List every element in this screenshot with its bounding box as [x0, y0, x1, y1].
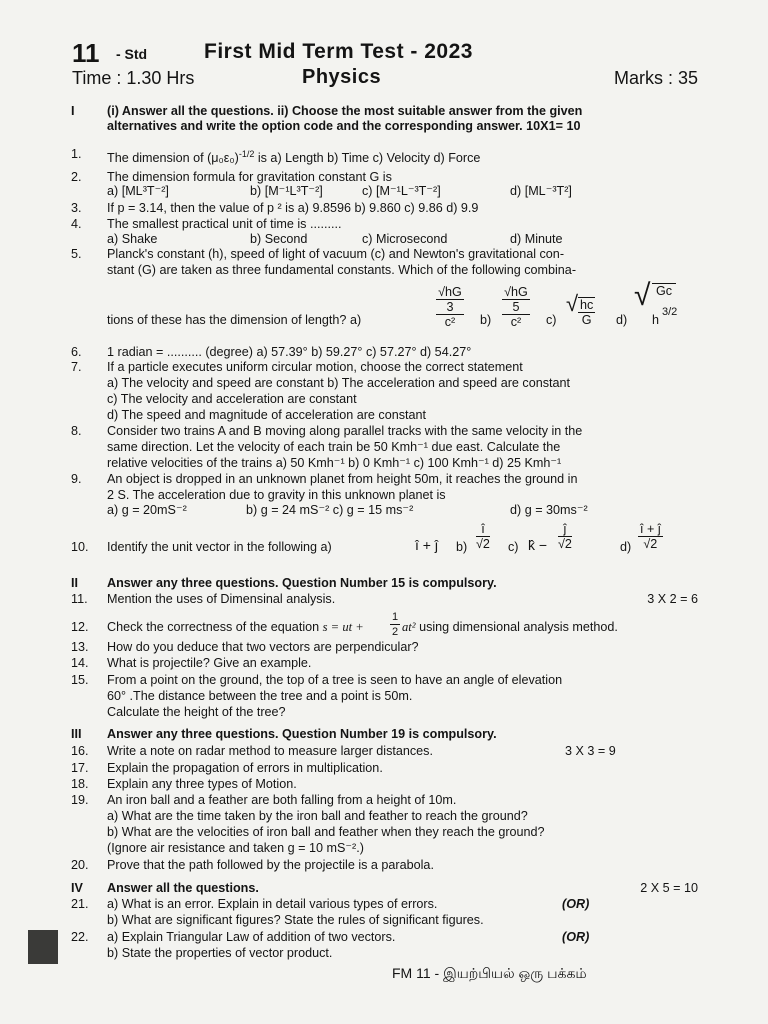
question-number: 16.	[71, 744, 89, 758]
question-text-line-1: Planck's constant (h), speed of light of vacuum (c) and Newton's gravitational con-	[107, 247, 565, 261]
option-c-label: c)	[508, 540, 519, 554]
option-d-label: d)	[620, 540, 632, 554]
standard-label: - Std	[116, 46, 148, 62]
option-d-h: h	[652, 313, 660, 327]
section-number: I	[71, 104, 75, 118]
question-number: 5.	[71, 247, 82, 261]
equation-tail: at²	[402, 620, 416, 634]
question-text: The smallest practical unit of time is .........	[107, 217, 342, 231]
option-d: d) g = 30ms⁻²	[510, 503, 588, 517]
option-d-exponent: 3/2	[662, 306, 678, 318]
question-number: 3.	[71, 201, 82, 215]
question-number: 9.	[71, 472, 82, 486]
question-5-options	[0, 279, 768, 345]
sqrt-icon: √	[566, 291, 579, 316]
section-instruction: Answer any three questions. Question Number 19 is compulsory.	[107, 727, 497, 741]
question-number: 19.	[71, 793, 89, 807]
question-number: 2.	[71, 170, 82, 184]
option-b-label: b)	[456, 540, 468, 554]
question-text: Identify the unit vector in the following a)	[107, 540, 332, 554]
section-instruction: alternatives and write the option code and the corresponding answer. 10X1= 10	[107, 119, 581, 133]
question-text: Explain the propagation of errors in multiplication.	[107, 761, 383, 775]
option-b: b) [M⁻¹L³T⁻²]	[250, 184, 323, 198]
question-text: The dimension of	[107, 151, 208, 166]
question-text: If p = 3.14, then the value of p ² is a) 9.8596 b) 9.860 c) 9.86 d) 9.9	[107, 201, 479, 215]
option-b-label: b)	[480, 313, 492, 327]
option-a: a) g = 20mS⁻²	[107, 503, 187, 517]
question-number: 7.	[71, 360, 82, 374]
option-c: c) [M⁻¹L⁻³T⁻²]	[362, 184, 441, 198]
question-text: The dimension formula for gravitation constant G is	[107, 170, 392, 184]
header-line-2	[72, 66, 698, 92]
question-text-line-2: stant (G) are taken as three fundamental constants. Which of the following combina-	[107, 263, 577, 277]
section-instruction: Answer all the questions.	[107, 881, 259, 895]
question-text: Prove that the path followed by the projectile is a parabola.	[107, 858, 434, 872]
option-c: c) Microsecond	[362, 232, 448, 246]
section-number: IV	[71, 881, 83, 895]
question-number: 1.	[71, 147, 82, 161]
equation: s = ut +	[322, 620, 364, 634]
option-b-fraction: √hG 5 c²	[502, 285, 530, 329]
question-text: Explain any three types of Motion.	[107, 777, 297, 791]
question-text: Mention the uses of Dimensinal analysis.	[107, 592, 336, 606]
question-text-line-3: tions of these has the dimension of length? a)	[107, 313, 362, 327]
question-number: 13.	[71, 640, 89, 654]
section-marks: 2 X 5 = 10	[640, 881, 698, 895]
question-12	[0, 610, 768, 640]
option-d-label: d)	[616, 313, 628, 327]
option-d-numerator: Gc	[652, 283, 676, 298]
section-marks: 3 X 2 = 6	[647, 592, 698, 606]
question-number: 4.	[71, 217, 82, 231]
section-number: III	[71, 727, 82, 741]
option-d-fraction: î + ĵ √2	[640, 522, 661, 551]
question-number: 11.	[71, 592, 88, 606]
question-10	[0, 522, 768, 566]
option-a: î + ĵ	[415, 537, 438, 553]
sqrt-icon: √	[634, 279, 651, 312]
option-a: a) Shake	[107, 232, 158, 246]
option-a: a) [ML³T⁻²]	[107, 184, 169, 198]
section-instruction: (i) Answer all the questions. ii) Choose the most suitable answer from the given	[107, 104, 583, 118]
question-number: 8.	[71, 424, 82, 438]
exponent: -1/2	[238, 149, 255, 159]
question-number: 14.	[71, 656, 89, 670]
option-d: d) [ML⁻³T²]	[510, 184, 572, 198]
expression: (μ₀ε₀)	[207, 151, 239, 166]
option-d: d) Minute	[510, 232, 563, 246]
header-line-1	[72, 38, 698, 68]
question-text: How do you deduce that two vectors are perpendicular?	[107, 640, 419, 654]
question-number: 15.	[71, 673, 89, 687]
option-c-label: c)	[546, 313, 557, 327]
question-number: 18.	[71, 777, 89, 791]
option-c-fraction: hc G	[580, 298, 594, 327]
question-number: 17.	[71, 761, 89, 775]
or-label: (OR)	[562, 930, 590, 944]
question-number: 22.	[71, 930, 89, 944]
question-text-tail: using dimensional analysis method.	[415, 620, 618, 634]
question-number: 10.	[71, 540, 89, 554]
total-marks: Marks : 35	[613, 68, 698, 88]
options: is a) Length b) Time c) Velocity d) Force	[254, 151, 481, 166]
question-number: 12.	[71, 620, 89, 634]
section-number: II	[71, 576, 78, 590]
option-bc: b) g = 24 mS⁻² c) g = 15 ms⁻²	[246, 503, 414, 517]
subject-title: Physics	[302, 66, 382, 88]
time-duration: Time : 1.30 Hrs	[72, 68, 195, 88]
question-text: If a particle executes uniform circular motion, choose the correct statement	[107, 360, 523, 374]
footer-text: FM 11 - இயற்பியல் ஒரு பக்கம்	[392, 965, 587, 981]
question-text: What is projectile? Give an example.	[107, 656, 312, 670]
option-a-fraction: √hG 3 c²	[436, 285, 464, 329]
question-number: 6.	[71, 345, 82, 359]
section-marks: 3 X 3 = 9	[565, 744, 616, 758]
exam-paper: 11 - Std First Mid Term Test - 2023 Time : 1.30 Hrs Physics Marks : 35 I (i) Answer all the questions. ii) Choose the most suitable answer from the given alternatives and write the option code and the corresponding answer. 10X1= 10 1. The dimension of $(\mu_0\varepsilon_0)^{-1/2}$ is a) Length b) Time c) Velocity d) Force 2. The dimension formula for gravitation constant G is a) [ML³T⁻²] b) [M⁻¹L³T⁻²] c) [M⁻¹L⁻³T⁻²] d) [ML⁻³T²] 3. If p = 3.14, then the value of p ² is a) 9.8596 b) 9.860 c) 9.86 d) 9.9 4. The smallest practical unit of time is ......... a) Shake b) Second c) Microsecond d) Minute 5. Planck's constant (h), speed of light of vacuum (c) and Newton's gravitational con- stant (G) are taken as three fundamental constants. Which of the following combina- tions of these has the dimension of length? a) √hG 3 c² b) √hG 5 c² c) √ hc G d) √ Gc h 3/2 6. 1 radian = .......... (degree) a) 57.39° b) 59.27° c) 57.27° d) 54.27° 7. If a particle executes uniform circular motion, choose the correct statement a) The velocity and speed are constant b) The acceleration and speed are constant c) The velocity and acceleration are constant d) The speed and magnitude of acceleration are constant 8. Consider two trains A and B moving along parallel tracks with the same velocity in the same direction. Let the velocity of each train be 50 Kmh⁻¹ due east. Calculate the relative velocities of the trains a) 50 Kmh⁻¹ b) 0 Kmh⁻¹ c) 100 Kmh⁻¹ d) 25 Kmh⁻¹ 9. An object is dropped in an unknown planet from height 50m, it reaches the ground in 2 S. The acceleration due to gravity in this unknown planet is a) g = 20mS⁻² b) g = 24 mS⁻² c) g = 15 ms⁻² d) g = 30ms⁻² 10. Identify the unit vector in the following a) î + ĵ b) î √2 c) k̂ − ĵ √2 d) î + ĵ √2 II Answer any three questions. Question Number 15 is compulsory. 11. Mention the uses of Dimensinal analysis. 3 X 2 = 6 12. Check the correctness of the equation s = ut + 1 2 at² using dimensional analysis method. 13. How do you deduce that two vectors are perpendicular? 14. What is projectile? Give an example. 15. From a point on the ground, the top of a tree is seen to have an angle of elevation 60° .The distance between the tree and a point is 50m. Calculate the height of the tree? III Answer any three questions. Question Number 19 is compulsory. 16. Write a note on radar method to measure larger distances. 3 X 3 = 9 17. Explain the propagation of errors in multiplication. 18. Explain any three types of Motion. 19. An iron ball and a feather are both falling from a height of 10m. a) What are the time taken by the iron ball and feather to reach the ground? b) What are the velocities of iron ball and feather when they reach the ground? (Ignore air resistance and taken g = 10 mS⁻².) 20. Prove that the path followed by the projectile is a parabola. IV Answer all the questions. 2 X 5 = 10 21. a) What is an error. Explain in detail various types of errors. (OR) b) What are significant figures? State the rules of significant figures. 22. a) Explain Triangular Law of addition of two vectors. (OR) b) State the properties of vector product. FM 11 - இயற்பியல் ஒரு பக்கம்	[0, 0, 768, 1024]
standard-number: 11	[72, 38, 100, 68]
or-label: (OR)	[562, 897, 590, 911]
question-number: 20.	[71, 858, 89, 872]
scan-mark	[28, 930, 58, 964]
section-instruction: Answer any three questions. Question Number 15 is compulsory.	[107, 576, 497, 590]
question-text: Check the correctness of the equation s = ut +	[107, 620, 364, 634]
option-b-fraction: î √2	[476, 522, 490, 551]
question-number: 21.	[71, 897, 89, 911]
option-c-prefix: k̂ −	[528, 537, 548, 553]
option-b: b) Second	[250, 232, 308, 246]
option-c-fraction: ĵ √2	[558, 522, 572, 551]
equation-fraction: 1 2	[392, 611, 399, 638]
question-text: 1 radian = .......... (degree) a) 57.39° b) 59.27° c) 57.27° d) 54.27°	[107, 345, 472, 359]
question-text: Write a note on radar method to measure larger distances.	[107, 744, 433, 758]
test-title: First Mid Term Test - 2023	[204, 40, 473, 63]
